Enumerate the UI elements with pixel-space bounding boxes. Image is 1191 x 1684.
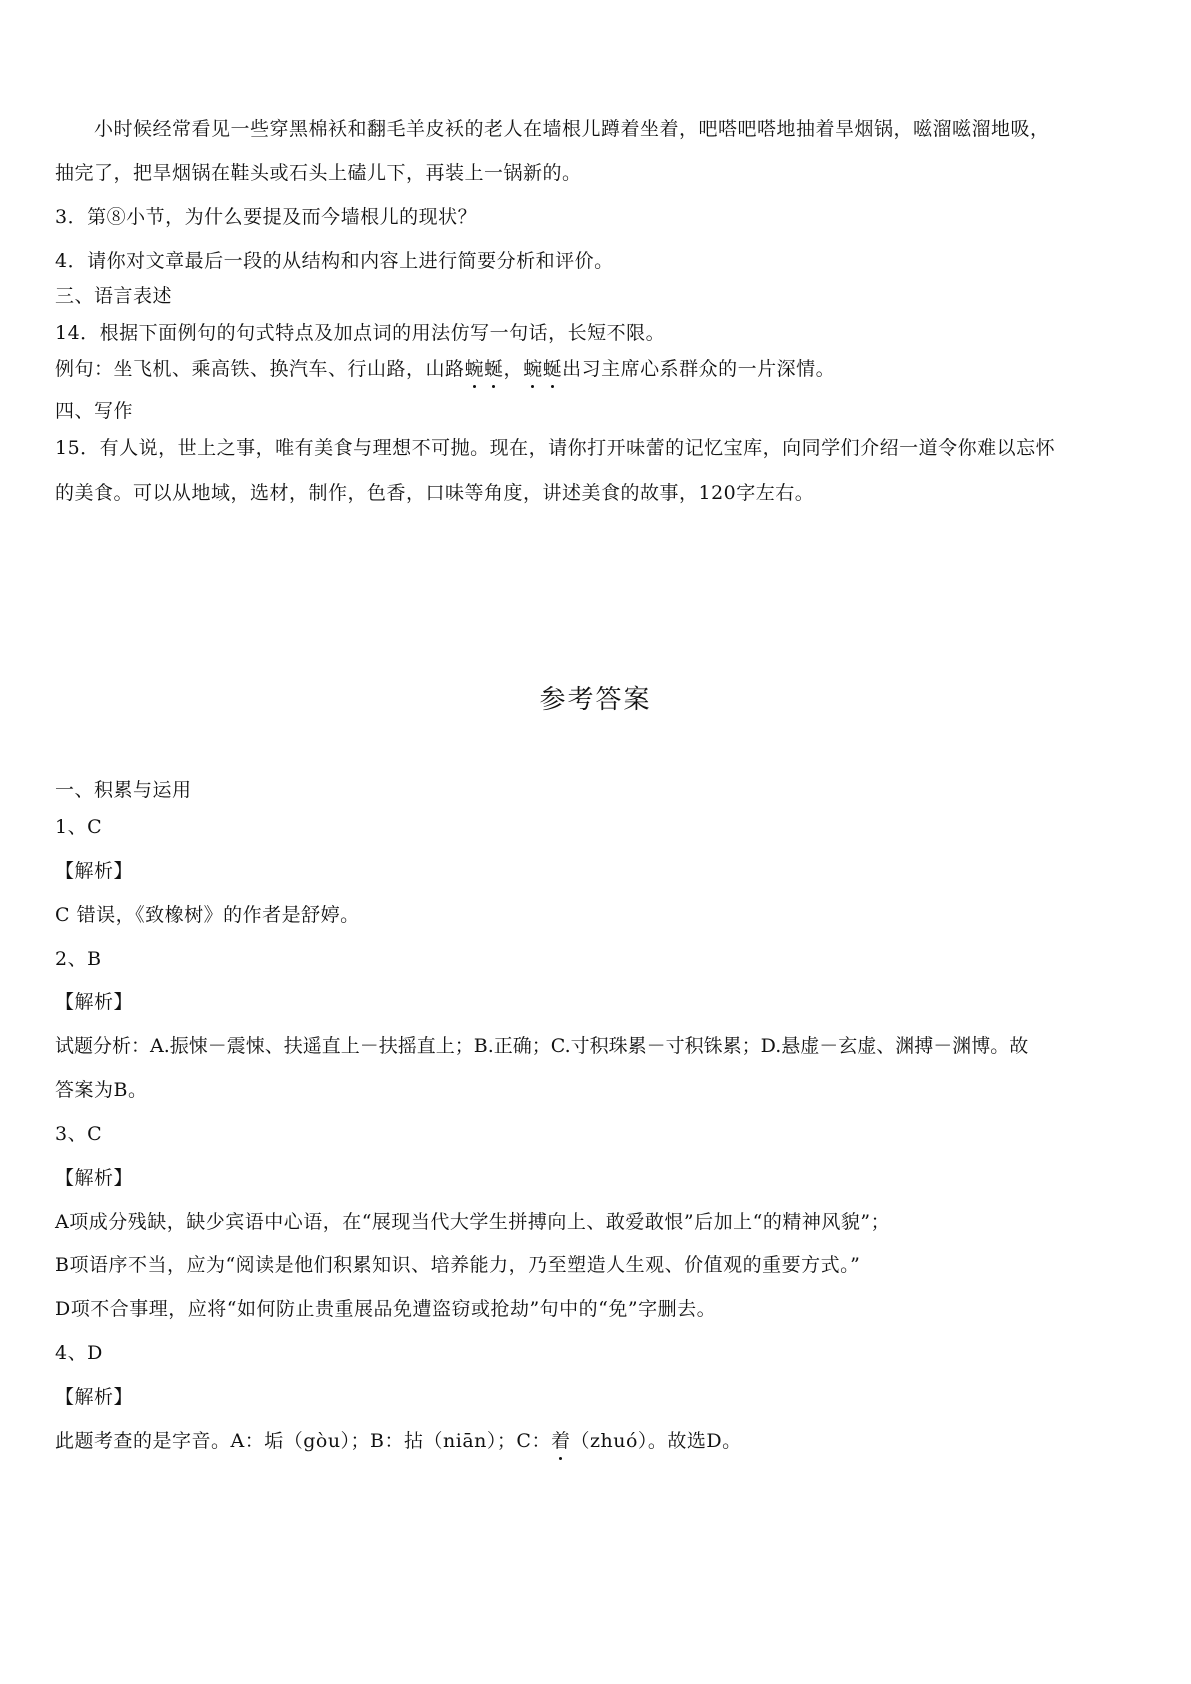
section-4-heading: 四、写作 — [55, 400, 134, 422]
emphasis-char: 着 — [550, 1430, 571, 1452]
answer-2: 2、B — [55, 948, 102, 970]
answers-title: 参考答案 — [539, 685, 652, 715]
example-text-before: 例句：坐飞机、乘高铁、换汽车、行山路，山路 — [55, 358, 465, 380]
answer-4: 4、D — [55, 1342, 103, 1364]
answer-3-analysis-line1: A项成分残缺，缺少宾语中心语，在“展现当代大学生拼搏向上、敢爱敢恨”后加上“的精神风貌”； — [55, 1211, 891, 1233]
analysis-label: 【解析】 — [55, 1386, 134, 1408]
emphasis-char: 蜒 — [484, 358, 504, 380]
answer-4-text-before: 此题考查的是字音。A：垢（gòu）；B：拈（niān）；C： — [55, 1430, 551, 1452]
section-3-heading: 三、语言表述 — [55, 285, 173, 307]
question-15-line1: 15．有人说，世上之事，唯有美食与理想不可抛。现在，请你打开味蕾的记忆宝库，向同学们介绍一道令你难以忘怀 — [55, 437, 1056, 459]
answer-4-text-after: （zhuó）。故选D。 — [570, 1430, 742, 1452]
analysis-label: 【解析】 — [55, 860, 134, 882]
answer-3-analysis-line3: D项不合事理，应将“如何防止贵重展品免遭盗窃或抢劫”句中的“免”字删去。 — [55, 1298, 717, 1320]
emphasis-char: 蜿 — [464, 358, 485, 380]
answer-4-analysis — [55, 1429, 742, 1453]
example-sentence — [55, 357, 835, 381]
question-14: 14．根据下面例句的句式特点及加点词的用法仿写一句话，长短不限。 — [55, 322, 666, 344]
example-text-mid: ， — [503, 358, 524, 380]
analysis-label: 【解析】 — [55, 991, 134, 1013]
reading-para-line2: 抽完了，把旱烟锅在鞋头或石头上磕儿下，再装上一锅新的。 — [55, 162, 582, 184]
answer-1: 1、C — [55, 816, 103, 838]
answers-section-1-heading: 一、积累与运用 — [55, 779, 192, 801]
answer-2-analysis-line2: 答案为B。 — [55, 1079, 148, 1101]
question-4: 4．请你对文章最后一段的从结构和内容上进行简要分析和评价。 — [55, 250, 614, 272]
analysis-label: 【解析】 — [55, 1167, 134, 1189]
emphasis-char: 蜿 — [523, 358, 543, 380]
answer-2-analysis-line1: 试题分析：A.振悚－震悚、扶遥直上－扶摇直上；B.正确；C.寸积珠累－寸积铢累；D.悬虚－玄虚、渊搏－渊博。故 — [55, 1035, 1029, 1057]
question-3: 3．第⑧小节，为什么要提及而今墙根儿的现状？ — [55, 206, 478, 228]
answer-3-analysis-line2: B项语序不当，应为“阅读是他们积累知识、培养能力，乃至塑造人生观、价值观的重要方式。” — [55, 1254, 861, 1276]
example-text-after: 出习主席心系群众的一片深情。 — [562, 358, 836, 380]
question-15-line2: 的美食。可以从地域，选材，制作，色香，口味等角度，讲述美食的故事，120字左右。 — [55, 482, 815, 504]
answer-1-analysis: C 错误，《致橡树》的作者是舒婷。 — [55, 904, 360, 926]
emphasis-char: 蜒 — [542, 358, 563, 380]
answer-3: 3、C — [55, 1123, 103, 1145]
reading-para-line1: 小时候经常看见一些穿黑棉袄和翻毛羊皮袄的老人在墙根儿蹲着坐着，吧嗒吧嗒地抽着旱烟锅，嗞溜嗞溜地吸， — [94, 118, 1050, 140]
